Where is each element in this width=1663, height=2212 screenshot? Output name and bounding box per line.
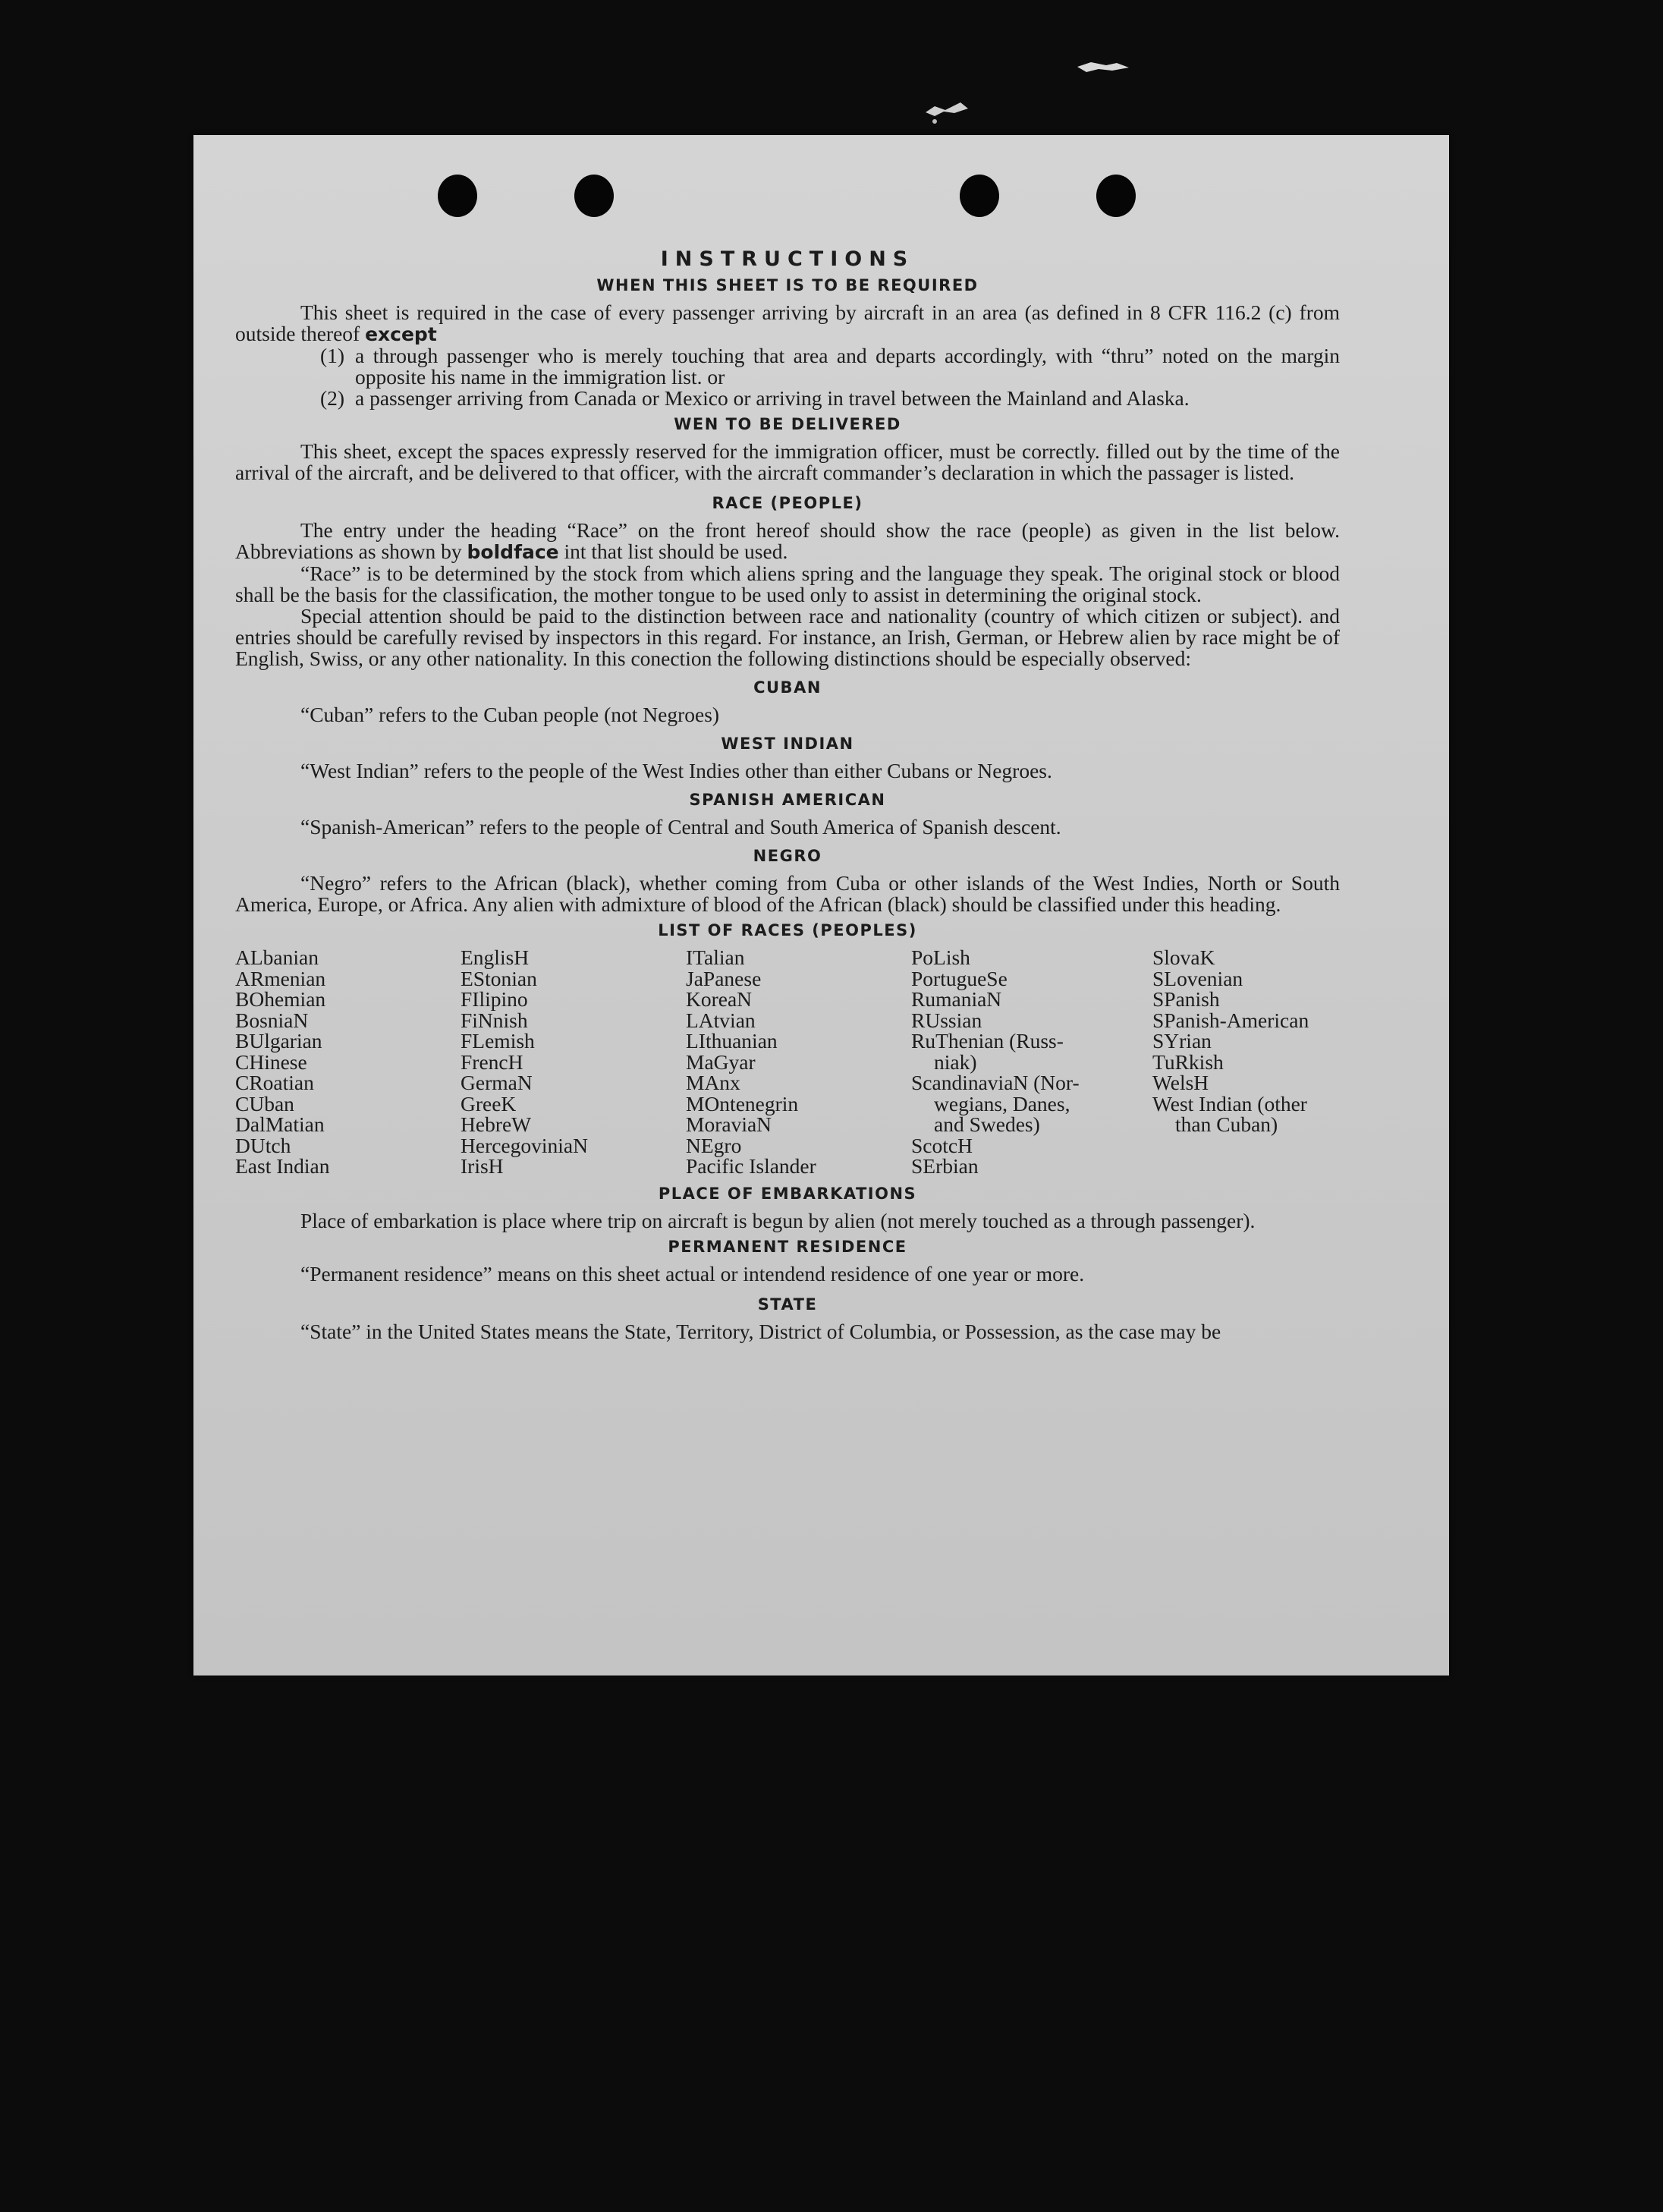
section-heading: RACE (PEOPLE) [712,494,863,512]
section-heading: WEN TO BE DELIVERED [674,415,901,433]
race-entry: FLemish [461,1029,535,1053]
race-entry: NEgro [686,1133,742,1157]
race-entry: SLovenian [1152,966,1243,990]
race-entry: ARmenian [235,966,326,990]
punch-hole [438,175,477,217]
race-entry: LIthuanian [686,1029,778,1053]
race-column [461,947,686,1177]
race-column [235,947,461,1177]
document-sheet [193,135,1449,1676]
race-entry: PortugueSe [911,966,1008,990]
race-entry: LAtvian [686,1008,756,1032]
race-entry: CUban [235,1091,294,1115]
race-entry: EnglisH [461,946,530,969]
punch-hole [960,175,999,217]
section-heading: LIST OF RACES (PEOPLES) [658,921,917,939]
race-entry: SPanish [1152,987,1220,1011]
paragraph: “West Indian” refers to the people of the West Indies other than either Cubans or Negroes. [300,759,1052,782]
race-entry: niak) [934,1049,977,1074]
list-item: (1) a through passenger who is merely touching that area and departs accordingly, with “thru” noted on the margin opposite his name in the immigration list. or [320,344,1340,389]
race-entry: than Cuban) [1175,1112,1278,1136]
section-heading: NEGRO [753,847,822,865]
race-entry: SPanish-American [1152,1008,1309,1032]
paragraph: “Permanent residence” means on this sheet actual or intendend residence of one year or more. [300,1261,1085,1285]
race-entry: JaPanese [686,966,762,990]
section-heading: CUBAN [753,678,822,697]
paragraph: “State” in the United States means the State, Territory, District of Columbia, or Possession, as the case may be [300,1319,1221,1343]
race-entry: ALbanian [235,946,319,969]
race-entry: IrisH [461,1154,504,1178]
paragraph: “Negro” refers to the African (black), whether coming from Cuba or other islands of the West Indies, North or South America, Europe, or Africa. Any alien with admixture of blood of the African (black) should be classified under this heading. [235,871,1340,916]
paragraph: Place of embarkation is place where trip on aircraft is begun by alien (not merely touched as a through passenger). [300,1208,1256,1232]
race-entry: FrencH [461,1049,523,1074]
paragraph: The entry under the heading “Race” on the front hereof should show the race (people) as given in the list below. Abbreviations as shown by boldface int that list should be used. [235,518,1340,563]
page-title: INSTRUCTIONS [660,247,915,271]
race-entry: SErbian [911,1154,979,1178]
race-entry: and Swedes) [934,1112,1040,1136]
race-entry: HercegoviniaN [461,1133,588,1157]
paragraph: Special attention should be paid to the distinction between race and nationality (country of which citizen or subject). and entries should be carefully revised by inspectors in this regard. For instance, an Irish, German, or Hebrew alien by race might be of English, Swiss, or any other nationality. In this conection the following distinctions should be especially observed: [235,604,1340,670]
section-heading: WHEN THIS SHEET IS TO BE REQUIRED [596,276,979,294]
race-entry: TuRkish [1152,1049,1224,1074]
section-heading: PERMANENT RESIDENCE [668,1237,907,1256]
paragraph: “Race” is to be determined by the stock from which aliens spring and the language they speak. The original stock or blood shall be the basis for the classification, the mother tongue to be used only to assist in determining the original stock. [235,562,1340,606]
instructions-body [235,249,1340,1342]
race-entry: ScandinaviaN (Nor- [911,1071,1080,1094]
race-entry: MaGyar [686,1049,756,1074]
race-entry: HebreW [461,1112,532,1136]
paragraph: This sheet, except the spaces expressly reserved for the immigration officer, must be correctly. filled out by the time of the arrival of the aircraft, and be delivered to that officer, with the aircraft commander’s declaration in which the passager is listed. [235,439,1340,484]
race-entry: ScotcH [911,1133,973,1157]
race-entry: ITalian [686,946,745,969]
race-entry: East Indian [235,1154,330,1178]
race-entry: BosniaN [235,1008,309,1032]
section-heading: STATE [757,1295,818,1314]
race-entry: CRoatian [235,1071,314,1094]
race-entry: GreeK [461,1091,517,1115]
punch-hole [574,175,614,217]
race-column [686,947,911,1177]
race-entry: RuThenian (Russ- [911,1029,1064,1053]
paragraph: “Cuban” refers to the Cuban people (not Negroes) [300,703,720,726]
race-entry: EStonian [461,966,537,990]
list-item: (2) a passenger arriving from Canada or Mexico or arriving in travel between the Mainland and Alaska. [320,386,1190,410]
race-entry: West Indian (other [1152,1091,1307,1115]
race-entry: FIlipino [461,987,528,1011]
race-entry: CHinese [235,1049,307,1074]
race-entry: DalMatian [235,1112,325,1136]
race-entry: SYrian [1152,1029,1212,1053]
race-column [1152,947,1342,1177]
race-entry: MAnx [686,1071,740,1094]
race-entry: GermaN [461,1071,533,1094]
section-heading: PLACE OF EMBARKATIONS [658,1184,917,1203]
race-entry: KoreaN [686,987,753,1011]
race-entry: wegians, Danes, [934,1091,1070,1115]
race-column [911,947,1152,1177]
race-entry: BOhemian [235,987,326,1011]
race-entry: MoraviaN [686,1112,772,1136]
race-entry: SlovaK [1152,946,1215,969]
section-heading: WEST INDIAN [721,735,854,753]
race-entry: MOntenegrin [686,1091,799,1115]
race-entry: DUtch [235,1133,291,1157]
race-entry: FiNnish [461,1008,528,1032]
race-entry: WelsH [1152,1071,1209,1094]
race-entry: RumaniaN [911,987,1002,1011]
race-entry: RUssian [911,1008,982,1032]
paragraph: “Spanish-American” refers to the people of Central and South America of Spanish descent. [300,815,1061,839]
race-entry: Pacific Islander [686,1154,816,1178]
section-heading: SPANISH AMERICAN [689,791,886,809]
race-list [235,947,1340,1177]
race-entry: PoLish [911,946,970,969]
punch-hole [1096,175,1136,217]
paragraph: This sheet is required in the case of every passenger arriving by aircraft in an area (as defined in 8 CFR 116.2 (c) from outside thereof except [235,300,1340,345]
race-entry: BUlgarian [235,1029,322,1053]
